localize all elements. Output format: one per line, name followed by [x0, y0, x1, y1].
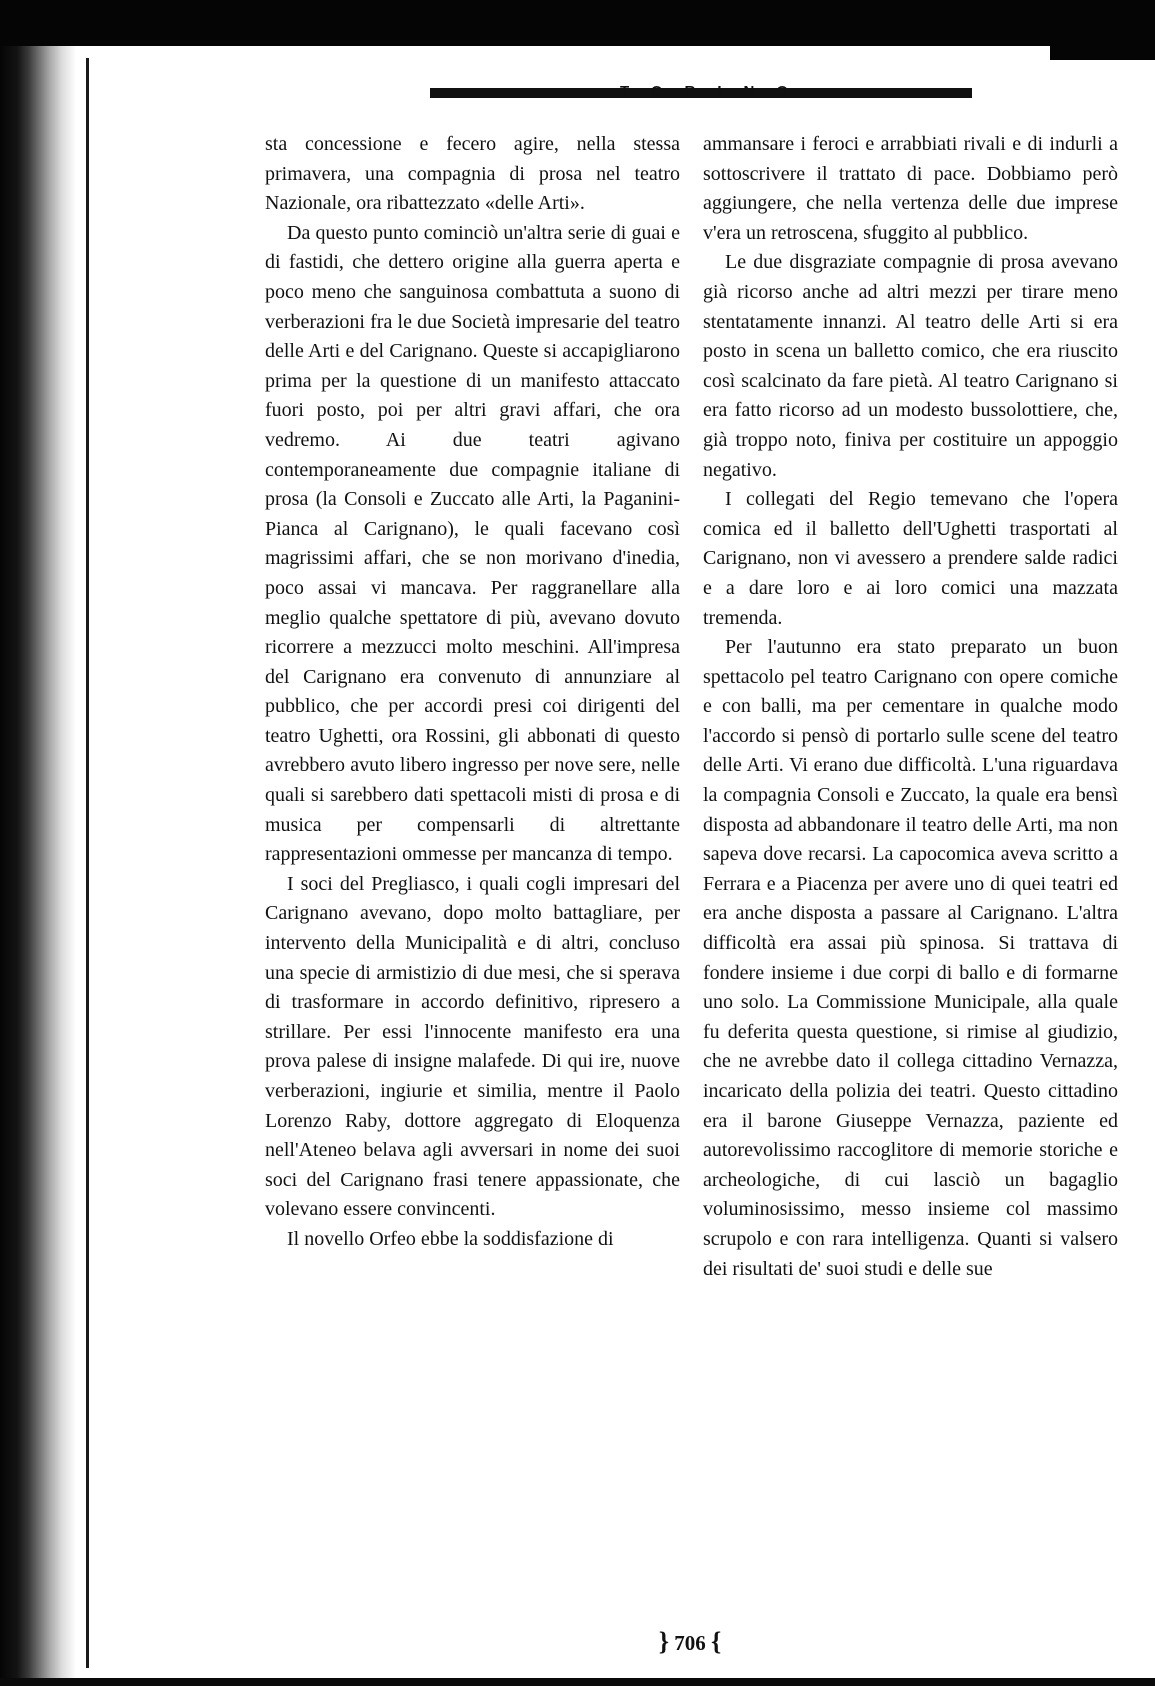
text-column-left: [265, 130, 680, 1255]
paragraph: Le due disgraziate compagnie di prosa avevano già ricorso anche ad altri mezzi per tirare meno stentatamente innanzi. Al teatro delle Arti si era posto in scena un balletto comico, che era riuscito così scalcinato da fare pietà. Al teatro Carignano si era fatto ricorso ad un modesto bussolottiere, che, già troppo noto, finiva per costituire un appoggio negativo.: [703, 251, 1118, 481]
text-column-right: [703, 130, 1118, 1284]
running-header: [430, 82, 972, 100]
paragraph: I soci del Pregliasco, i quali cogli impresari del Carignano avevano, dopo molto battagliare, per intervento della Municipalità e di altri, concluso una specie di armistizio di due mesi, che si sperava di trasformare in accordo definitivo, ripresero a strillare. Per essi l'innocente manifesto era una prova palese di insigne malafede. Di qui ire, nuove verberazioni, ingiurie et similia, mentre il Paolo Lorenzo Raby, dottore aggregato di Eloquenza nell'Ateneo belava agli avversari in nome dei suoi soci del Carignano frasi tenere appassionate, che volevano essere convincenti.: [265, 872, 680, 1221]
page-number-block: [640, 1627, 740, 1657]
scan-top-right-edge: [1050, 0, 1155, 60]
binding-line: [86, 58, 89, 1668]
scan-top-edge: [0, 0, 1155, 46]
paragraph: I collegati del Regio temevano che l'opera comica ed il balletto dell'Ughetti trasportati al Carignano, non vi avessero a prendere salde radici e a dare loro e ai loro comici una mazzata tremenda.: [703, 488, 1118, 629]
paragraph: Per l'autunno era stato preparato un buon spettacolo pel teatro Carignano con opere comiche e con balli, ma per cementare in qualche modo l'accordo si pensò di portarlo sulle scene del teatro delle Arti. Vi erano due difficoltà. L'una riguardava la compagnia Consoli e Zuccato, la quale era bensì disposta ad abbandonare il teatro delle Arti, ma non sapeva dove recarsi. La capocomica aveva scritto a Ferrara e a Piacenza per avere uno di quei teatri ed era anche disposta a passare al Carignano. L'altra difficoltà era assai più spinosa. Si trattava di fondere insieme i due corpi di ballo e di formarne uno solo. La Commissione Municipale, alla quale fu deferita questa questione, si rimise al giudizio, che ne avrebbe dato il collega cittadino Vernazza, incaricato della polizia dei teatri. Questo cittadino era il barone Giuseppe Vernazza, paziente ed autorevolissimo raccoglitore di memorie storiche e archeologiche, di cui lasciò un bagaglio voluminosissimo, messo insieme col massimo scrupolo e con rara intelligenza. Quanti si valsero dei risultati de' suoi studi e delle sue: [703, 636, 1118, 1280]
scan-bottom-edge: [0, 1678, 1155, 1686]
scan-margin-fade: [62, 0, 76, 1686]
folio-brace-right: {: [711, 1627, 722, 1656]
running-title: TORINO: [619, 82, 811, 100]
paragraph: Da questo punto cominciò un'altra serie di guai e di fastidi, che dettero origine alla guerra aperta e poco meno che sanguinosa combattuta a suono di verberazioni fra le due Società impresarie del teatro delle Arti e del Carignano. Queste si accapigliarono prima per la questione di un manifesto attaccato fuori posto, poi per altri gravi affari, che ora vedremo. Ai due teatri agivano contemporaneamente due compagnie italiane di prosa (la Consoli e Zuccato alle Arti, la Paganini-Pianca al Carignano), le quali facevano così magrissimi affari, che se non morivano d'inedia, poco assai vi mancava. Per raggranellare alla meglio qualche spettatore di più, avevano dovuto ricorrere a mezzucci molto meschini. All'impresa del Carignano era convenuto di annunziare al pubblico, che per accordi presi coi dirigenti del teatro Ughetti, ora Rossini, gli abbonati di questo avrebbero avuto libero ingresso per nove sere, nelle quali si sarebbero dati spettacoli misti di prosa e di musica per compensarli di altrettante rappresentazioni ommesse per mancanza di tempo.: [265, 221, 680, 866]
paragraph: Il novello Orfeo ebbe la soddisfazione di: [287, 1227, 614, 1250]
page-number: 706: [674, 1631, 706, 1655]
paragraph: sta concessione e fecero agire, nella stessa primavera, una compagnia di prosa nel teatro Nazionale, ora ribattezzato «delle Arti».: [265, 133, 680, 215]
folio-brace-left: }: [658, 1627, 669, 1656]
paragraph: ammansare i feroci e arrabbiati rivali e di indurli a sottoscrivere il trattato di pace. Dobbiamo però aggiungere, che nella vertenza delle due imprese v'era un retroscena, sfuggito al pubblico.: [703, 133, 1118, 244]
scan-dark-margin: [0, 0, 62, 1686]
